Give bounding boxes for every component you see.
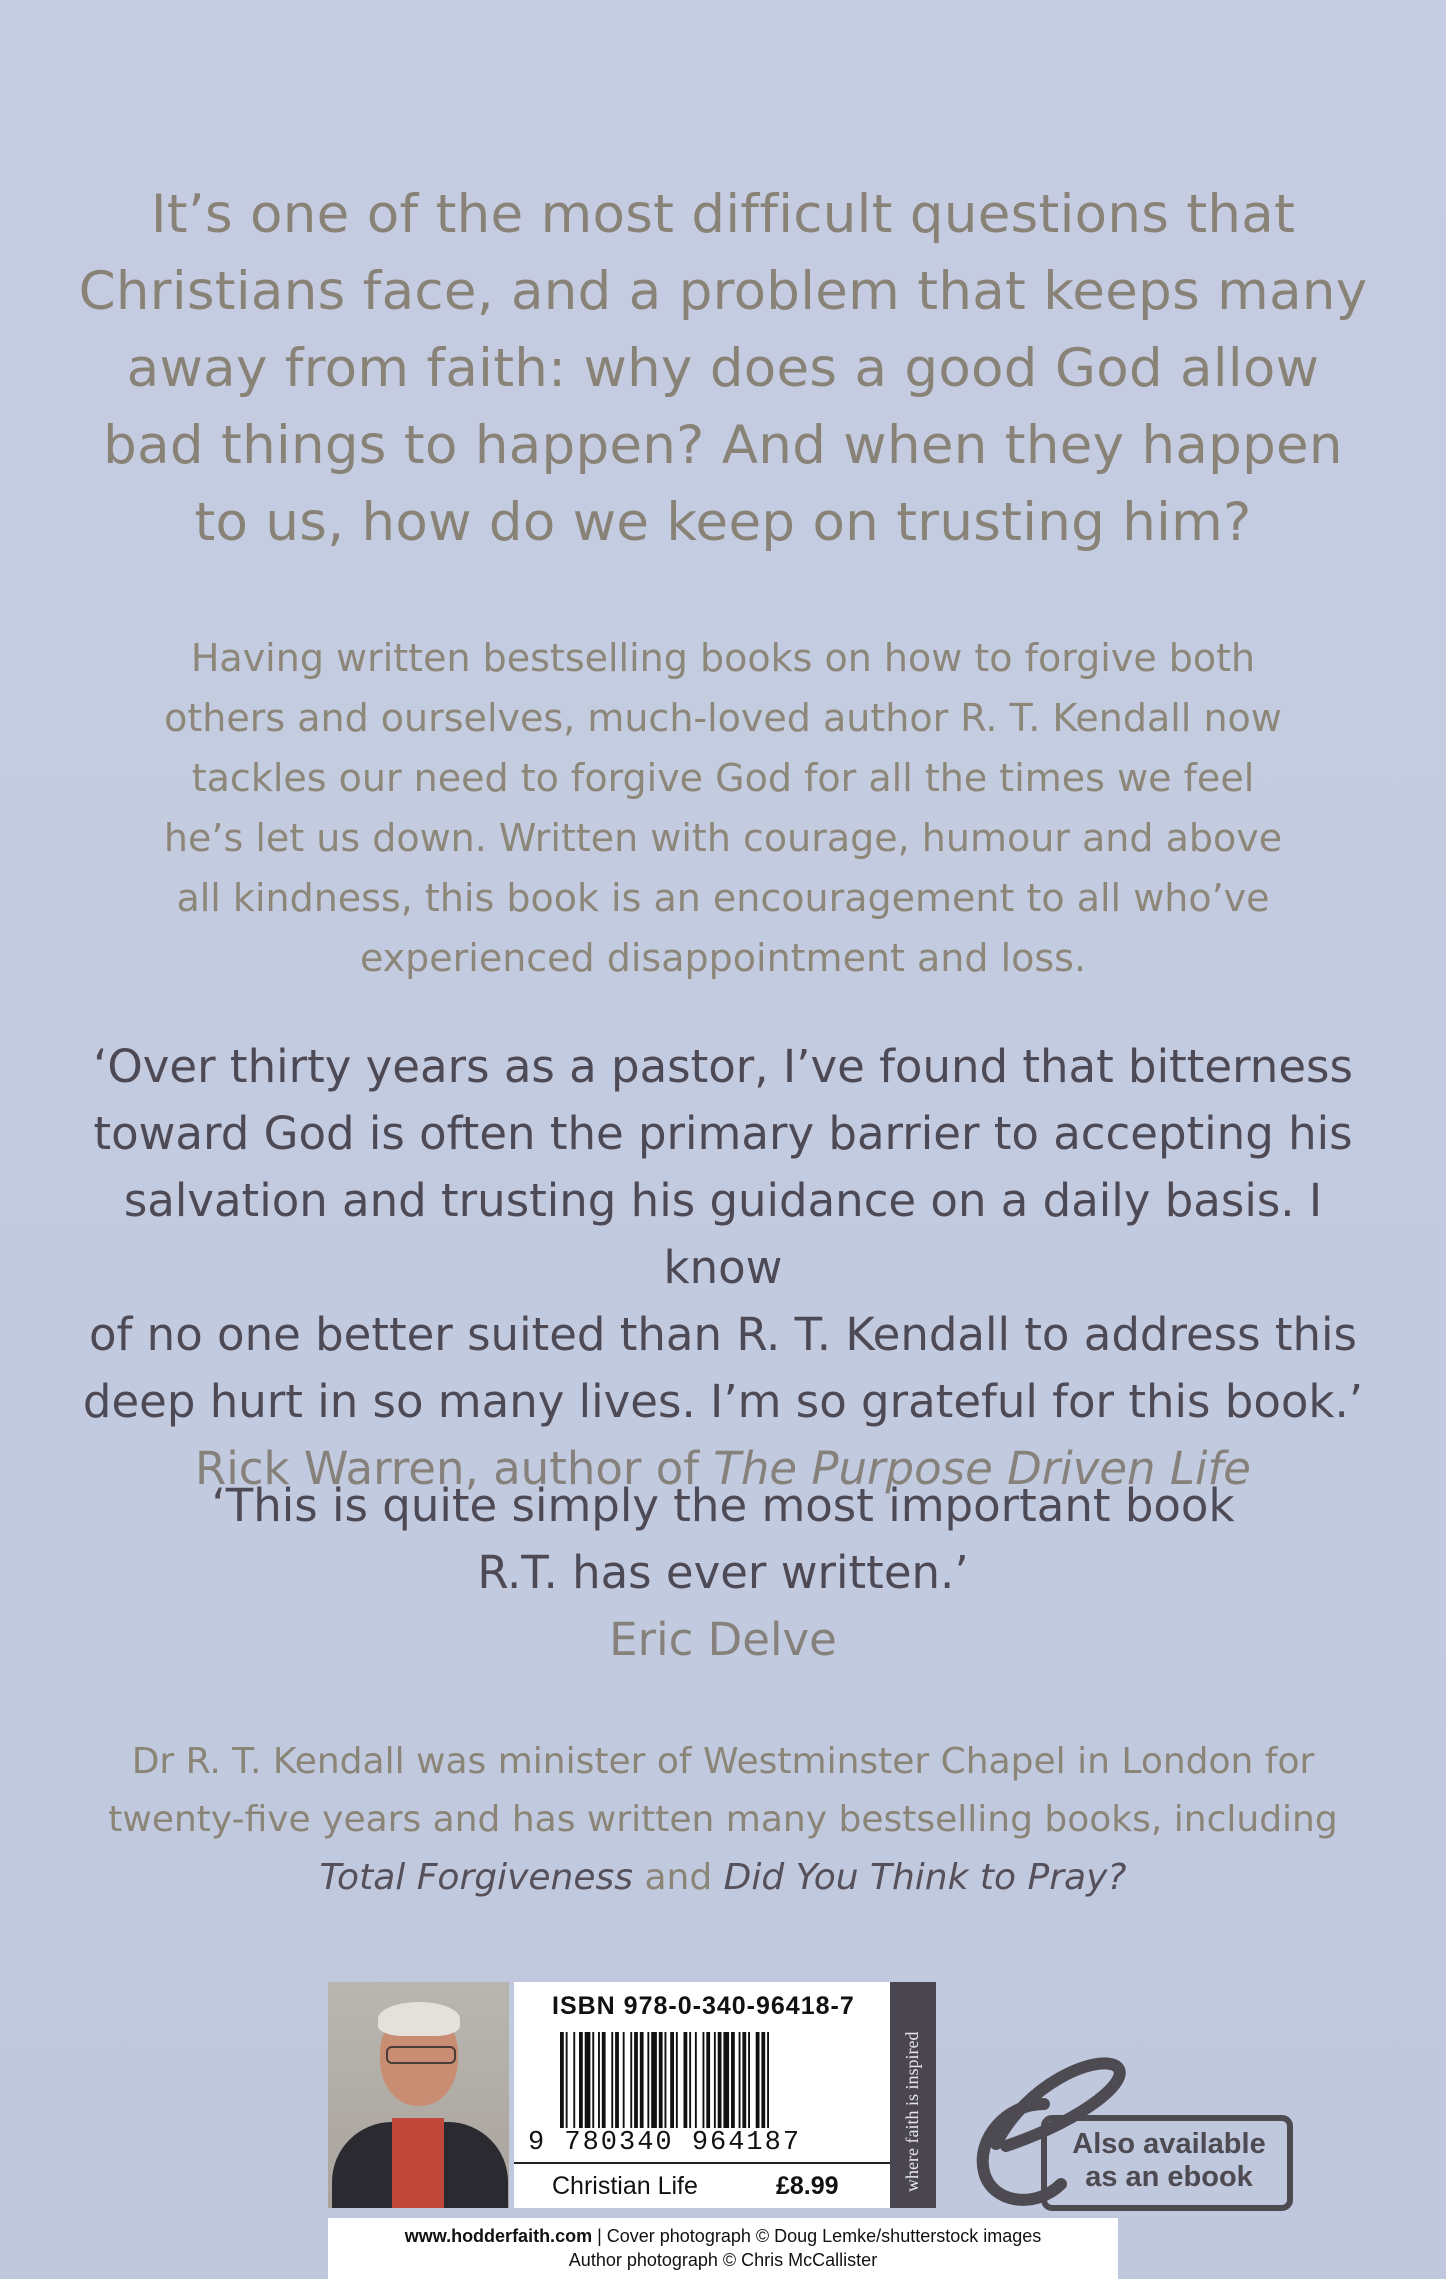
barcode-bar — [748, 2032, 750, 2128]
barcode-bar — [630, 2032, 632, 2128]
publisher-tagline: where faith is inspired — [902, 2031, 922, 2192]
author-photo — [328, 1982, 509, 2208]
barcode-bar — [767, 2032, 769, 2142]
author-bio — [100, 1733, 1346, 1907]
intro-line: away from faith: why does a good God allow — [126, 338, 1320, 399]
barcode-bar — [634, 2032, 638, 2128]
blurb-line: experienced disappointment and loss. — [359, 936, 1087, 980]
barcode-bar — [684, 2032, 688, 2128]
barcode-digits: 9 780340 964187 — [528, 2128, 802, 2158]
barcode-bar — [718, 2032, 722, 2128]
barcode-bar — [573, 2032, 575, 2128]
intro-line: to us, how do we keep on trusting him? — [194, 492, 1252, 553]
bio-book-title: Total Forgiveness — [319, 1857, 634, 1898]
blurb-line: Having written bestselling books on how to forgive both — [190, 636, 1256, 680]
attribution-book-title: The Purpose Driven Life — [713, 1442, 1251, 1495]
barcode-bar — [676, 2032, 678, 2128]
credits-strip — [328, 2218, 1118, 2279]
barcode-panel — [514, 1982, 890, 2208]
quote-line: ‘Over thirty years as a pastor, I’ve found that bitterness — [93, 1040, 1353, 1093]
blurb-line: others and ourselves, much-loved author R. T. Kendall now — [164, 696, 1282, 740]
bio-line: twenty-five years and has written many bestselling books, including — [108, 1799, 1338, 1840]
blurb-paragraph — [120, 628, 1326, 988]
barcode-bar — [592, 2032, 594, 2128]
barcode-bar — [566, 2032, 568, 2142]
barcode-bar — [731, 2032, 735, 2128]
intro-line: Christians face, and a problem that keeps many — [78, 261, 1368, 322]
publisher-tagline-strip — [890, 1982, 936, 2208]
barcode-bar — [585, 2032, 591, 2128]
barcode-bar — [579, 2032, 583, 2128]
intro-line: It’s one of the most difficult questions that — [150, 184, 1296, 245]
barcode-bar — [615, 2032, 619, 2128]
quote-line: of no one better suited than R. T. Kendall to address this — [89, 1308, 1357, 1361]
barcode-bar — [756, 2032, 760, 2128]
barcode-bar — [689, 2032, 691, 2128]
bio-line: Dr R. T. Kendall was minister of Westminster Chapel in London for — [131, 1741, 1315, 1782]
photo-hair — [378, 2002, 460, 2036]
barcode-bar — [670, 2032, 674, 2142]
barcode-bar — [695, 2032, 697, 2128]
photo-shirt — [392, 2118, 444, 2208]
barcode-bar — [651, 2032, 657, 2128]
intro-line: bad things to happen? And when they happen — [103, 415, 1343, 476]
blurb-line: tackles our need to forgive God for all the times we feel — [191, 756, 1255, 800]
quote-line: salvation and trusting his guidance on a daily basis. I know — [123, 1174, 1323, 1294]
quote-attribution — [60, 1606, 1386, 1673]
author-photo-credit: Author photograph © Chris McCallister — [568, 2250, 878, 2270]
barcode-bar — [640, 2032, 644, 2128]
price-label: £8.99 — [776, 2172, 839, 2200]
endorsement-quote — [60, 1472, 1386, 1673]
credits-line — [328, 2224, 1118, 2248]
quote-line: deep hurt in so many lives. I’m so grateful for this book.’ — [82, 1375, 1364, 1428]
blurb-line: he’s let us down. Written with courage, humour and above — [163, 816, 1283, 860]
bio-line — [100, 1849, 1346, 1907]
bio-book-title: Did You Think to Pray? — [723, 1857, 1127, 1898]
intro-paragraph — [60, 176, 1386, 561]
barcode-bar — [665, 2032, 667, 2142]
ebook-label — [1049, 2128, 1289, 2194]
barcode-icon — [560, 2032, 860, 2142]
quote-line: R.T. has ever written.’ — [477, 1546, 969, 1599]
barcode-bar — [602, 2032, 606, 2128]
barcode-bar — [611, 2032, 613, 2128]
barcode-bar — [560, 2032, 564, 2142]
barcode-bar — [647, 2032, 649, 2128]
barcode-bar — [742, 2032, 746, 2128]
endorsement-quote — [60, 1033, 1386, 1502]
publisher-website: www.hodderfaith.com — [404, 2226, 593, 2246]
quote-line: toward God is often the primary barrier to accepting his — [93, 1107, 1353, 1160]
ebook-line: as an ebook — [1085, 2161, 1253, 2193]
barcode-footer — [514, 2162, 890, 2210]
ebook-badge — [966, 2044, 1306, 2214]
attribution-author: Rick Warren, author of — [195, 1442, 714, 1495]
cover-credit: | Cover photograph © Doug Lemke/shutterstock images — [592, 2226, 1042, 2246]
barcode-bar — [659, 2032, 663, 2128]
barcode-bar — [623, 2032, 625, 2128]
photo-glasses — [386, 2046, 456, 2064]
barcode-bar — [706, 2032, 710, 2128]
attribution-author: Eric Delve — [609, 1613, 837, 1666]
quote-line: ‘This is quite simply the most important book — [211, 1479, 1235, 1532]
category-label: Christian Life — [552, 2172, 698, 2200]
isbn-label: ISBN 978-0-340-96418-7 — [552, 1992, 855, 2020]
barcode-bar — [703, 2032, 705, 2128]
ebook-line: Also available — [1072, 2128, 1266, 2160]
blurb-line: all kindness, this book is an encouragement to all who’ve — [176, 876, 1270, 920]
barcode-bar — [714, 2032, 716, 2128]
barcode-bar — [598, 2032, 600, 2128]
barcode-bar — [723, 2032, 729, 2128]
barcode-bar — [761, 2032, 765, 2128]
barcode-bar — [739, 2032, 741, 2128]
bio-conjunction: and — [633, 1857, 724, 1898]
